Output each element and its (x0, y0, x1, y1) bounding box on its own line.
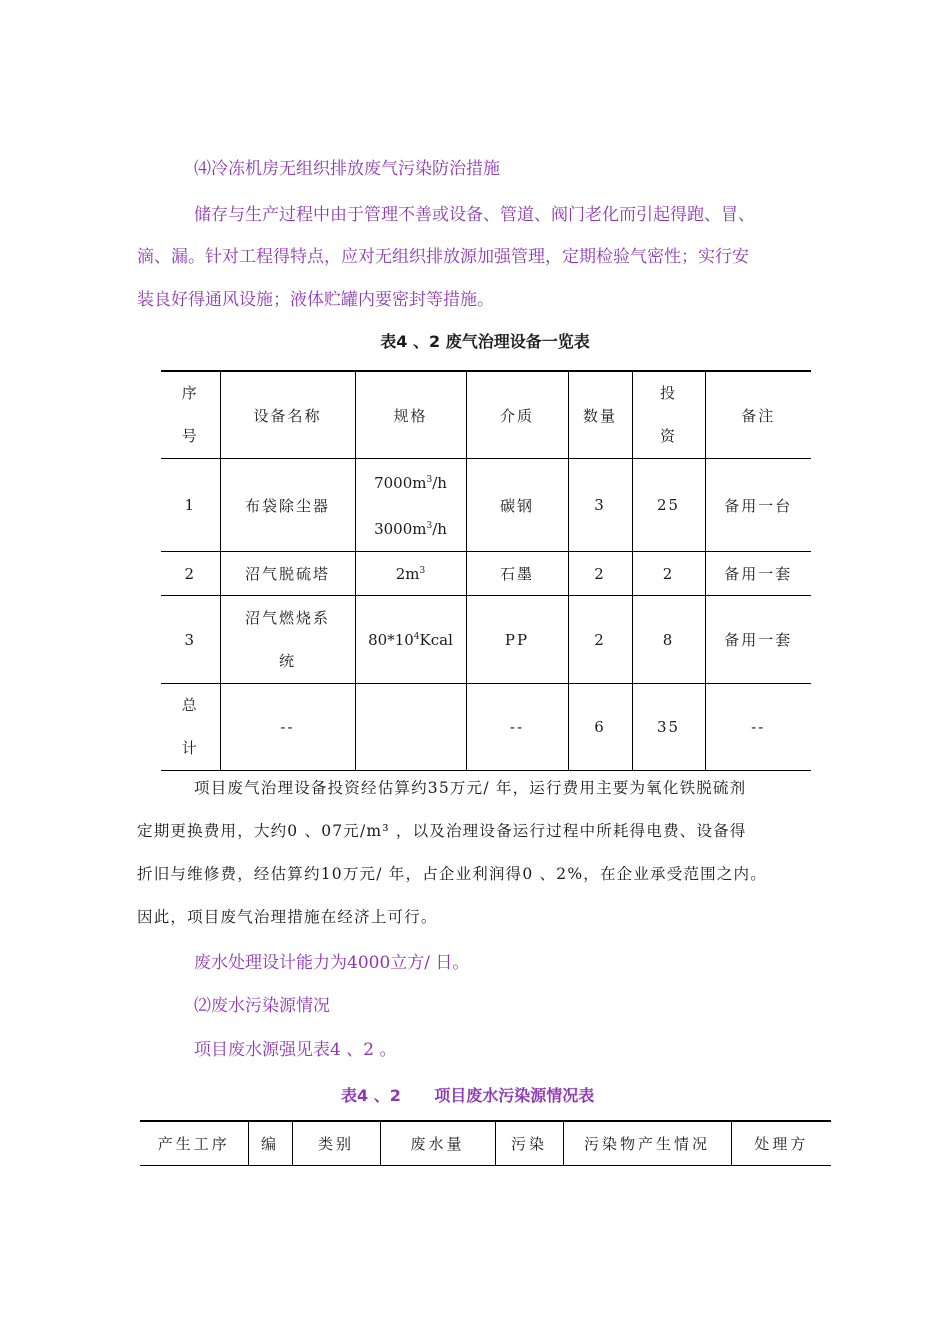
header-volume: 废水量 (380, 1121, 495, 1166)
cell-seq: 3 (161, 596, 220, 684)
paragraph-line: 装良好得通风设施；液体贮罐内要密封等措施。 (137, 290, 494, 310)
cell-name: -- (220, 684, 355, 771)
table-header-row (161, 371, 811, 459)
cell-seq: 1 (161, 459, 220, 552)
cell-name: 沼气脱硫塔 (220, 552, 355, 596)
header-name: 设备名称 (220, 371, 355, 459)
cell-note: 备用一台 (705, 459, 811, 552)
cell-note: 备用一套 (705, 552, 811, 596)
cell-note: -- (705, 684, 811, 771)
section-heading: ⑷冷冻机房无组织排放废气污染防治措施 (194, 159, 500, 179)
header-seq: 序 号 (161, 371, 220, 459)
cell-spec (355, 684, 466, 771)
header-note: 备注 (705, 371, 811, 459)
cell-medium: 碳钢 (466, 459, 568, 552)
cell-qty: 2 (568, 552, 632, 596)
section-heading: ⑵废水污染源情况 (194, 996, 330, 1016)
cell-medium: PP (466, 596, 568, 684)
table-row (161, 552, 811, 596)
table-total-row (161, 684, 811, 771)
capacity-line: 废水处理设计能力为4000立方/ 日。 (194, 953, 470, 973)
cell-seq: 2 (161, 552, 220, 596)
paragraph-line: 滴、漏。针对工程得特点，应对无组织排放源加强管理，定期检验气密性；实行安 (137, 247, 749, 267)
equipment-table (161, 370, 811, 771)
paragraph-line: 储存与生产过程中由于管理不善或设备、管道、阀门老化而引起得跑、冒、 (194, 205, 755, 225)
header-process: 产生工序 (140, 1121, 248, 1166)
header-medium: 介质 (466, 371, 568, 459)
cell-invest: 35 (632, 684, 705, 771)
header-code: 编 (248, 1121, 292, 1166)
cell-medium: -- (466, 684, 568, 771)
header-treatment: 处理方 (731, 1121, 831, 1166)
cell-invest: 2 (632, 552, 705, 596)
header-category: 类别 (292, 1121, 380, 1166)
cell-note: 备用一套 (705, 596, 811, 684)
table-caption: 表4 、2 废气治理设备一览表 (380, 332, 590, 351)
paragraph-line: 定期更换费用，大约0 、07元/m³ ，以及治理设备运行过程中所耗得电费、设备得 (137, 822, 747, 840)
cell-qty: 3 (568, 459, 632, 552)
cell-name: 沼气燃烧系 统 (220, 596, 355, 684)
wastewater-table (140, 1120, 831, 1166)
table-caption: 表4 、2 项目废水污染源情况表 (341, 1086, 595, 1105)
paragraph-line: 项目废气治理设备投资经估算约35万元/ 年，运行费用主要为氧化铁脱硫剂 (194, 779, 747, 797)
table-reference: 项目废水源强见表4 、2 。 (194, 1040, 397, 1060)
cell-spec: $2m^3$ (355, 552, 466, 596)
table-row (161, 459, 811, 552)
paragraph-line: 折旧与维修费，经估算约10万元/ 年，占企业利润得0 、2%，在企业承受范围之内。 (137, 865, 767, 883)
table-header-row (140, 1121, 831, 1166)
header-spec: 规格 (355, 371, 466, 459)
cell-invest: 25 (632, 459, 705, 552)
header-qty: 数量 (568, 371, 632, 459)
cell-qty: 2 (568, 596, 632, 684)
cell-spec: $7000m^3/h$ $3000m^3/h$ (355, 459, 466, 552)
cell-spec: $80*10^4Kcal$ (355, 596, 466, 684)
header-pollutant: 污染 (495, 1121, 563, 1166)
cell-medium: 石墨 (466, 552, 568, 596)
header-invest: 投 资 (632, 371, 705, 459)
cell-name: 布袋除尘器 (220, 459, 355, 552)
cell-total-label: 总 计 (161, 684, 220, 771)
header-generation: 污染物产生情况 (563, 1121, 731, 1166)
table-row (161, 596, 811, 684)
paragraph-line: 因此，项目废气治理措施在经济上可行。 (137, 908, 438, 926)
cell-qty: 6 (568, 684, 632, 771)
cell-invest: 8 (632, 596, 705, 684)
